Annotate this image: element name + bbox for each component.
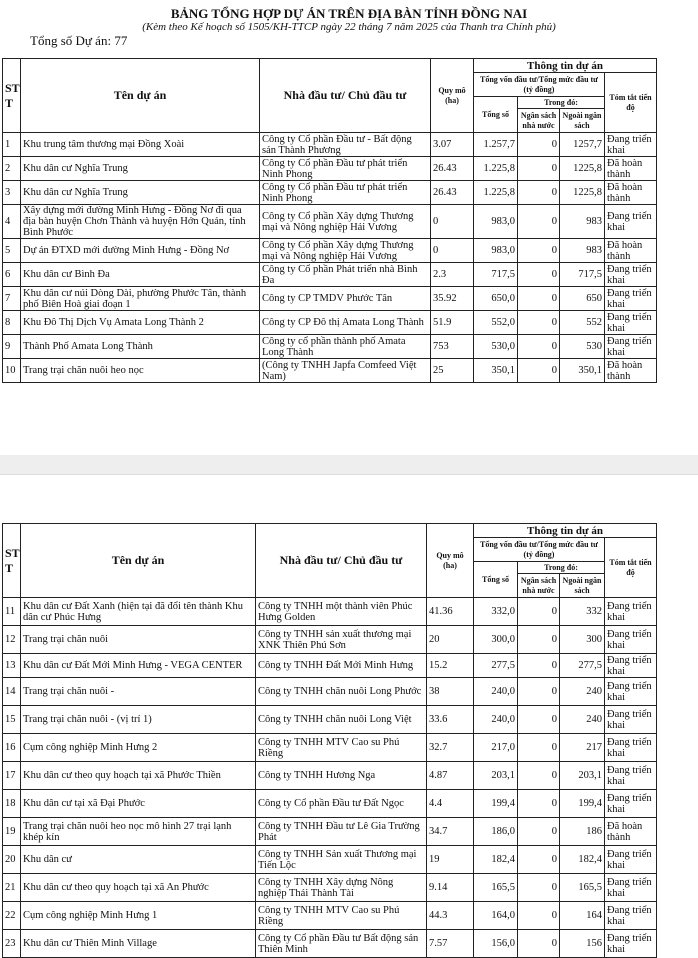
row-number: 5	[3, 239, 21, 263]
table-row	[3, 133, 657, 157]
row-number: 22	[3, 902, 21, 930]
capital-total: 350,1	[474, 359, 518, 383]
capital-non-state: 156	[560, 930, 605, 958]
progress-status: Đang triển khai	[605, 598, 657, 626]
project-name: Cụm công nghiệp Minh Hưng 1	[21, 902, 256, 930]
capital-state-budget: 0	[518, 678, 560, 706]
header-project-name: Tên dự án	[21, 59, 260, 133]
project-scale: 0	[431, 239, 474, 263]
capital-total: 1.225,8	[474, 181, 518, 205]
progress-status: Đang triển khai	[605, 263, 657, 287]
project-name: Khu dân cư Nghĩa Trung	[21, 157, 260, 181]
capital-total: 199,4	[474, 790, 518, 818]
project-scale: 19	[427, 846, 474, 874]
table-row	[3, 818, 657, 846]
project-scale: 25	[431, 359, 474, 383]
project-scale: 51.9	[431, 311, 474, 335]
progress-status: Đang triển khai	[605, 287, 657, 311]
project-scale: 38	[427, 678, 474, 706]
project-name: Trang trại chăn nuôi - (vị trí 1)	[21, 706, 256, 734]
capital-non-state: 1225,8	[560, 157, 605, 181]
header-state-budget: Ngân sách nhà nước	[518, 109, 560, 133]
progress-status: Đã hoàn thành	[605, 818, 657, 846]
project-scale: 9.14	[427, 874, 474, 902]
capital-state-budget: 0	[518, 359, 560, 383]
capital-state-budget: 0	[518, 902, 560, 930]
capital-state-budget: 0	[518, 311, 560, 335]
progress-status: Đang triển khai	[605, 930, 657, 958]
row-number: 19	[3, 818, 21, 846]
progress-status: Đang triển khai	[605, 846, 657, 874]
capital-state-budget: 0	[518, 239, 560, 263]
row-number: 16	[3, 734, 21, 762]
row-number: 4	[3, 205, 21, 239]
row-number: 18	[3, 790, 21, 818]
table-row	[3, 157, 657, 181]
project-name: Trang trại chăn nuôi	[21, 626, 256, 654]
progress-status: Đang triển khai	[605, 678, 657, 706]
investor-name: Công ty TNHH một thành viên Phúc Hưng Golden	[256, 598, 427, 626]
row-number: 15	[3, 706, 21, 734]
investor-name: Công ty Cổ phần Đầu tư Đất Ngọc	[256, 790, 427, 818]
capital-non-state: 165,5	[560, 874, 605, 902]
table-row	[3, 790, 657, 818]
capital-total: 717,5	[474, 263, 518, 287]
header-of-which: Trong đó:	[518, 562, 605, 574]
table-row	[3, 239, 657, 263]
project-name: Khu dân cư	[21, 846, 256, 874]
progress-status: Đã hoàn thành	[605, 239, 657, 263]
capital-non-state: 182,4	[560, 846, 605, 874]
capital-non-state: 164	[560, 902, 605, 930]
capital-total: 1.225,8	[474, 157, 518, 181]
project-scale: 26.43	[431, 181, 474, 205]
investor-name: Công ty TNHH MTV Cao su Phú Riềng	[256, 734, 427, 762]
row-number: 2	[3, 157, 21, 181]
projects-table-1	[2, 58, 657, 383]
capital-state-budget: 0	[518, 874, 560, 902]
capital-non-state: 199,4	[560, 790, 605, 818]
table-row	[3, 335, 657, 359]
capital-total: 182,4	[474, 846, 518, 874]
investor-name: Công ty Cổ phần Đầu tư phát triển Ninh Phong	[260, 181, 431, 205]
capital-state-budget: 0	[518, 762, 560, 790]
header-investor: Nhà đầu tư/ Chủ đầu tư	[260, 59, 431, 133]
project-scale: 26.43	[431, 157, 474, 181]
project-name: Trang trại chăn nuôi heo nọc mô hình 27 trại lạnh khép kín	[21, 818, 256, 846]
project-scale: 4.87	[427, 762, 474, 790]
project-name: Cụm công nghiệp Minh Hưng 2	[21, 734, 256, 762]
investor-name: Công ty TNHH Đất Mới Minh Hưng	[256, 654, 427, 678]
capital-non-state: 240	[560, 678, 605, 706]
project-scale: 753	[431, 335, 474, 359]
investor-name: Công ty TNHH chăn nuôi Long Việt	[256, 706, 427, 734]
progress-status: Đang triển khai	[605, 762, 657, 790]
page-separator	[0, 455, 698, 474]
progress-status: Đang triển khai	[605, 205, 657, 239]
project-scale: 44.3	[427, 902, 474, 930]
project-scale: 0	[431, 205, 474, 239]
investor-name: (Công ty TNHH Japfa Comfeed Việt Nam)	[260, 359, 431, 383]
capital-total: 332,0	[474, 598, 518, 626]
project-name: Khu Đô Thị Dịch Vụ Amata Long Thành 2	[21, 311, 260, 335]
project-scale: 41.36	[427, 598, 474, 626]
table-row	[3, 678, 657, 706]
row-number: 11	[3, 598, 21, 626]
capital-non-state: 983	[560, 205, 605, 239]
table-row	[3, 205, 657, 239]
document-title: BẢNG TỔNG HỢP DỰ ÁN TRÊN ĐỊA BÀN TỈNH ĐỒNG NAI	[170, 6, 528, 21]
progress-status: Đang triển khai	[605, 790, 657, 818]
project-name: Khu dân cư theo quy hoạch tại xã Phước Thiền	[21, 762, 256, 790]
progress-status: Đang triển khai	[605, 626, 657, 654]
header-of-which: Trong đó:	[518, 97, 605, 109]
table-row	[3, 263, 657, 287]
progress-status: Đã hoàn thành	[605, 157, 657, 181]
project-scale: 34.7	[427, 818, 474, 846]
table-row	[3, 706, 657, 734]
progress-status: Đang triển khai	[605, 133, 657, 157]
project-name: Khu dân cư theo quy hoạch tại xã An Phước	[21, 874, 256, 902]
row-number: 17	[3, 762, 21, 790]
capital-non-state: 332	[560, 598, 605, 626]
capital-total: 164,0	[474, 902, 518, 930]
capital-total: 530,0	[474, 335, 518, 359]
capital-non-state: 1225,8	[560, 181, 605, 205]
progress-status: Đang triển khai	[605, 311, 657, 335]
progress-status: Đang triển khai	[605, 902, 657, 930]
table-row	[3, 287, 657, 311]
project-scale: 2.3	[431, 263, 474, 287]
capital-total: 650,0	[474, 287, 518, 311]
capital-total: 240,0	[474, 706, 518, 734]
capital-total: 300,0	[474, 626, 518, 654]
project-scale: 33.6	[427, 706, 474, 734]
project-name: Khu dân cư núi Dòng Dài, phường Phước Tân, thành phố Biên Hoà giai đoạn 1	[21, 287, 260, 311]
header-project-name: Tên dự án	[21, 524, 256, 598]
header-total: Tổng số	[474, 97, 518, 133]
header-non-state: Ngoài ngân sách	[560, 574, 605, 598]
project-name: Khu dân cư Bình Đa	[21, 263, 260, 287]
investor-name: Công ty Cổ phần Phát triển nhà Bình Đa	[260, 263, 431, 287]
capital-state-budget: 0	[518, 157, 560, 181]
capital-non-state: 1257,7	[560, 133, 605, 157]
capital-non-state: 217	[560, 734, 605, 762]
investor-name: Công ty Cổ phần Xây dựng Thương mại và Nông nghiệp Hải Vương	[260, 239, 431, 263]
capital-non-state: 717,5	[560, 263, 605, 287]
capital-non-state: 350,1	[560, 359, 605, 383]
capital-total: 203,1	[474, 762, 518, 790]
table-row	[3, 762, 657, 790]
capital-state-budget: 0	[518, 181, 560, 205]
document-subtitle: (Kèm theo Kế hoạch số 1505/KH-TTCP ngày 22 tháng 7 năm 2025 của Thanh tra Chính phủ)	[142, 21, 556, 33]
document-page-1	[0, 0, 698, 455]
table-row	[3, 181, 657, 205]
table-row	[3, 874, 657, 902]
project-scale: 20	[427, 626, 474, 654]
header-investor: Nhà đầu tư/ Chủ đầu tư	[256, 524, 427, 598]
row-number: 14	[3, 678, 21, 706]
project-scale: 15.2	[427, 654, 474, 678]
project-name: Khu dân cư Nghĩa Trung	[21, 181, 260, 205]
table-row	[3, 846, 657, 874]
row-number: 7	[3, 287, 21, 311]
capital-total: 240,0	[474, 678, 518, 706]
progress-status: Đang triển khai	[605, 654, 657, 678]
capital-state-budget: 0	[518, 205, 560, 239]
header-stt: ST T	[3, 59, 21, 133]
row-number: 9	[3, 335, 21, 359]
capital-non-state: 552	[560, 311, 605, 335]
capital-state-budget: 0	[518, 133, 560, 157]
row-number: 23	[3, 930, 21, 958]
investor-name: Công ty cổ phần thành phố Amata Long Thành	[260, 335, 431, 359]
project-name: Xây dựng mới đường Minh Hưng - Đồng Nơ đi qua địa bàn huyện Chơn Thành và huyện Hớn Quản, tỉnh Bình Phước	[21, 205, 260, 239]
capital-total: 552,0	[474, 311, 518, 335]
project-name: Khu dân cư Đất Xanh (hiện tại đã đổi tên thành Khu dân cư Phúc Hưng	[21, 598, 256, 626]
capital-state-budget: 0	[518, 654, 560, 678]
capital-state-budget: 0	[518, 263, 560, 287]
row-number: 10	[3, 359, 21, 383]
investor-name: Công ty Cổ phần Đầu tư - Bất động sản Thành Phương	[260, 133, 431, 157]
capital-state-budget: 0	[518, 930, 560, 958]
capital-non-state: 277,5	[560, 654, 605, 678]
header-scale: Quy mô (ha)	[427, 524, 474, 598]
progress-status: Đang triển khai	[605, 734, 657, 762]
capital-total: 186,0	[474, 818, 518, 846]
projects-table-2	[2, 523, 657, 958]
investor-name: Công ty TNHH Đầu tư Lê Gia Trường Phát	[256, 818, 427, 846]
capital-state-budget: 0	[518, 818, 560, 846]
capital-non-state: 186	[560, 818, 605, 846]
project-scale: 3.07	[431, 133, 474, 157]
capital-state-budget: 0	[518, 335, 560, 359]
project-name: Khu dân cư Đất Mới Minh Hưng - VEGA CENTER	[21, 654, 256, 678]
project-name: Dự án ĐTXD mới đường Minh Hưng - Đồng Nơ	[21, 239, 260, 263]
progress-status: Đang triển khai	[605, 335, 657, 359]
capital-total: 1.257,7	[474, 133, 518, 157]
header-status: Tóm tắt tiến độ	[605, 73, 657, 133]
progress-status: Đang triển khai	[605, 874, 657, 902]
investor-name: Công ty CP Đô thị Amata Long Thành	[260, 311, 431, 335]
capital-non-state: 300	[560, 626, 605, 654]
capital-state-budget: 0	[518, 706, 560, 734]
capital-total: 983,0	[474, 239, 518, 263]
header-status: Tóm tắt tiến độ	[605, 538, 657, 598]
table-row	[3, 311, 657, 335]
capital-state-budget: 0	[518, 626, 560, 654]
project-name: Khu dân cư tại xã Đại Phước	[21, 790, 256, 818]
table-row	[3, 359, 657, 383]
row-number: 6	[3, 263, 21, 287]
capital-total: 217,0	[474, 734, 518, 762]
capital-non-state: 983	[560, 239, 605, 263]
capital-state-budget: 0	[518, 598, 560, 626]
row-number: 1	[3, 133, 21, 157]
progress-status: Đã hoàn thành	[605, 359, 657, 383]
table-row	[3, 930, 657, 958]
investor-name: Công ty Cổ phần Đầu tư Bất động sản Thiên Minh	[256, 930, 427, 958]
project-count: Tổng số Dự án: 77	[30, 33, 128, 48]
progress-status: Đang triển khai	[605, 706, 657, 734]
header-project-info: Thông tin dự án	[474, 59, 657, 73]
header-scale: Quy mô (ha)	[431, 59, 474, 133]
investor-name: Công ty TNHH Hương Nga	[256, 762, 427, 790]
investor-name: Công ty Cổ phần Đầu tư phát triển Ninh Phong	[260, 157, 431, 181]
row-number: 12	[3, 626, 21, 654]
capital-non-state: 530	[560, 335, 605, 359]
row-number: 20	[3, 846, 21, 874]
capital-state-budget: 0	[518, 287, 560, 311]
project-scale: 32.7	[427, 734, 474, 762]
header-total: Tổng số	[474, 562, 518, 598]
investor-name: Công ty TNHH MTV Cao su Phú Riềng	[256, 902, 427, 930]
header-state-budget: Ngân sách nhà nước	[518, 574, 560, 598]
capital-non-state: 240	[560, 706, 605, 734]
header-non-state: Ngoài ngân sách	[560, 109, 605, 133]
header-stt: ST T	[3, 524, 21, 598]
capital-total: 165,5	[474, 874, 518, 902]
table-row	[3, 626, 657, 654]
project-scale: 4.4	[427, 790, 474, 818]
document-page-2	[0, 474, 698, 955]
table-row	[3, 734, 657, 762]
investor-name: Công ty Cổ phần Xây dựng Thương mại và Nông nghiệp Hải Vương	[260, 205, 431, 239]
project-name: Trang trại chăn nuôi -	[21, 678, 256, 706]
investor-name: Công ty TNHH Xây dựng Nông nghiệp Thái Thành Tài	[256, 874, 427, 902]
capital-non-state: 203,1	[560, 762, 605, 790]
row-number: 13	[3, 654, 21, 678]
project-name: Trang trại chăn nuôi heo nọc	[21, 359, 260, 383]
row-number: 8	[3, 311, 21, 335]
capital-state-budget: 0	[518, 846, 560, 874]
project-scale: 35.92	[431, 287, 474, 311]
progress-status: Đã hoàn thành	[605, 181, 657, 205]
capital-total: 156,0	[474, 930, 518, 958]
table-row	[3, 902, 657, 930]
capital-total: 983,0	[474, 205, 518, 239]
project-name: Khu trung tâm thương mại Đồng Xoài	[21, 133, 260, 157]
row-number: 3	[3, 181, 21, 205]
investor-name: Công ty TNHH sản xuất thương mại XNK Thiên Phú Sơn	[256, 626, 427, 654]
table-row	[3, 654, 657, 678]
investor-name: Công ty TNHH Sản xuất Thương mại Tiến Lộc	[256, 846, 427, 874]
investor-name: Công ty CP TMDV Phước Tân	[260, 287, 431, 311]
header-capital: Tổng vốn đầu tư/Tổng mức đầu tư (tỷ đồng)	[474, 73, 605, 97]
project-name: Khu dân cư Thiên Minh Village	[21, 930, 256, 958]
header-capital: Tổng vốn đầu tư/Tổng mức đầu tư (tỷ đồng)	[474, 538, 605, 562]
header-project-info: Thông tin dự án	[474, 524, 657, 538]
investor-name: Công ty TNHH chăn nuôi Long Phước	[256, 678, 427, 706]
project-scale: 7.57	[427, 930, 474, 958]
capital-non-state: 650	[560, 287, 605, 311]
project-name: Thành Phố Amata Long Thành	[21, 335, 260, 359]
capital-total: 277,5	[474, 654, 518, 678]
table-row	[3, 598, 657, 626]
row-number: 21	[3, 874, 21, 902]
capital-state-budget: 0	[518, 790, 560, 818]
capital-state-budget: 0	[518, 734, 560, 762]
